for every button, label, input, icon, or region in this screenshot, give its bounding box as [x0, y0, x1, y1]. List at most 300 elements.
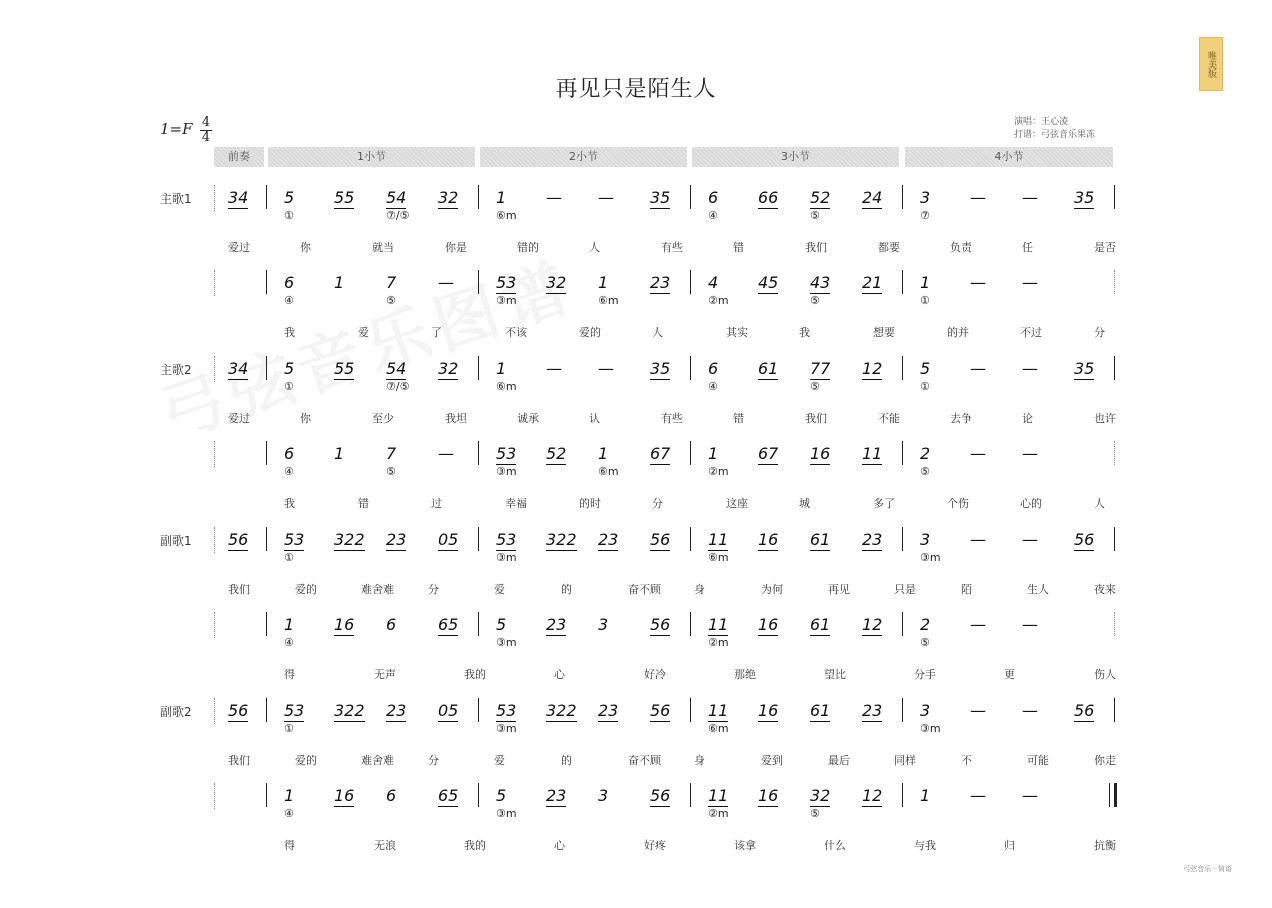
lyric-syllable: 爱的 [295, 754, 317, 767]
lyric-syllable: 身 [694, 583, 705, 596]
lyric-syllable: 难舍难 [361, 754, 394, 767]
lyric-syllable: 更 [1004, 668, 1015, 681]
note: 61 [758, 359, 779, 378]
note: 21 [862, 273, 883, 292]
lyric-syllable: 最后 [828, 754, 850, 767]
chord-symbol: ① [920, 380, 930, 393]
lyric-syllable: 我们 [805, 241, 827, 254]
barline [690, 270, 691, 294]
lyric-syllable: 得 [284, 839, 295, 852]
chord-symbol: ④ [708, 380, 718, 393]
note: 5 [496, 786, 507, 805]
note: 52 [810, 188, 831, 207]
lyric-syllable: 我 [284, 326, 295, 339]
note: 23 [546, 786, 567, 805]
note: 56 [650, 701, 671, 720]
edition-badge: 唯美版 [1199, 37, 1223, 91]
chord-symbol: ③m [496, 294, 517, 307]
note: 65 [438, 786, 459, 805]
lyric-syllable: 错的 [517, 241, 539, 254]
barline [690, 441, 691, 465]
note: 35 [650, 359, 671, 378]
barline [1109, 783, 1110, 807]
lyric-syllable: 了 [431, 326, 442, 339]
note: 43 [810, 273, 831, 292]
note: 3 [598, 786, 609, 805]
barline [902, 356, 903, 380]
time-denominator: 4 [201, 130, 211, 145]
lyric-syllable: 心的 [1020, 497, 1042, 510]
lyric-syllable: 幸福 [505, 497, 527, 510]
lyric-syllable: 爱 [494, 583, 505, 596]
chord-symbol: ⑤ [920, 465, 930, 478]
chord-symbol: ②m [708, 294, 729, 307]
note: 16 [810, 444, 831, 463]
lyric-syllable: 无浪 [374, 839, 396, 852]
pickup-note: 34 [228, 188, 249, 207]
barline [266, 783, 267, 807]
sustain-dash: — [546, 188, 562, 207]
chord-symbol: ③m [496, 465, 517, 478]
note: 32 [438, 359, 459, 378]
lyric-syllable: 身 [694, 754, 705, 767]
barline [478, 783, 479, 807]
sustain-dash: — [1022, 530, 1038, 549]
ribbon-bar-1: 1小节 [268, 147, 475, 167]
barline [1114, 698, 1115, 722]
note: 11 [708, 530, 729, 549]
lyric-syllable: 错 [733, 241, 744, 254]
note: 23 [546, 615, 567, 634]
lyric-syllable: 有些 [661, 412, 683, 425]
note: 23 [386, 530, 407, 549]
lyric-syllable: 就当 [372, 241, 394, 254]
ribbon-bar-3: 3小节 [692, 147, 899, 167]
ribbon-bar-2: 2小节 [480, 147, 687, 167]
lyric-syllable: 分 [1094, 326, 1105, 339]
note: 1 [920, 273, 931, 292]
chord-symbol: ④ [284, 807, 294, 820]
lyric-syllable: 爱的 [295, 583, 317, 596]
barline [266, 527, 267, 551]
note: 12 [862, 786, 883, 805]
note: 6 [386, 615, 397, 634]
lyric-syllable: 我们 [805, 412, 827, 425]
note: 5 [496, 615, 507, 634]
note: 1 [284, 786, 295, 805]
note: 23 [862, 701, 883, 720]
lyric-syllable: 陌 [961, 583, 972, 596]
sustain-dash: — [970, 701, 986, 720]
barline [902, 527, 903, 551]
note: 16 [334, 615, 355, 634]
chord-symbol: ⑤ [810, 294, 820, 307]
lyric-syllable: 城 [799, 497, 810, 510]
barline [1114, 441, 1116, 465]
chord-symbol: ⑥m [708, 551, 729, 564]
chord-symbol: ⑥m [598, 294, 619, 307]
lyric-syllable: 都要 [878, 241, 900, 254]
chord-symbol: ⑦/⑤ [386, 209, 410, 222]
barline [266, 270, 267, 294]
lyric-syllable: 为何 [761, 583, 783, 596]
note: 66 [758, 188, 779, 207]
barline [690, 698, 691, 722]
barline [214, 185, 216, 211]
note: 67 [758, 444, 779, 463]
barline [478, 612, 479, 636]
note: 53 [496, 273, 517, 292]
note: 65 [438, 615, 459, 634]
credit-singer: 演唱：王心凌 [1014, 117, 1069, 127]
note: 56 [650, 786, 671, 805]
note: 322 [334, 530, 365, 549]
lyric-syllable: 分 [428, 754, 439, 767]
lyric-syllable: 分 [428, 583, 439, 596]
note: 5 [920, 359, 931, 378]
barline [902, 270, 903, 294]
lyric-syllable: 爱过 [228, 241, 250, 254]
note: 53 [284, 530, 305, 549]
lyric-syllable: 我的 [464, 668, 486, 681]
note: 54 [386, 359, 407, 378]
lyric-syllable: 爱 [494, 754, 505, 767]
note: 1 [334, 273, 345, 292]
lyric-syllable: 分 [652, 497, 663, 510]
note: 56 [650, 615, 671, 634]
note: 1 [598, 273, 609, 292]
lyric-syllable: 你 [300, 412, 311, 425]
note: 23 [598, 530, 619, 549]
lyric-syllable: 心 [554, 839, 565, 852]
lyric-syllable: 想要 [873, 326, 895, 339]
lyric-syllable: 论 [1022, 412, 1033, 425]
sustain-dash: — [970, 273, 986, 292]
chord-symbol: ③m [920, 551, 941, 564]
note: 23 [862, 530, 883, 549]
credits [1014, 116, 1095, 142]
note: 11 [708, 786, 729, 805]
note: 32 [438, 188, 459, 207]
barline [266, 612, 267, 636]
sustain-dash: — [1022, 701, 1038, 720]
chord-symbol: ⑤ [386, 465, 396, 478]
note: 67 [650, 444, 671, 463]
chord-symbol: ⑤ [810, 380, 820, 393]
lyric-syllable: 不过 [1020, 326, 1042, 339]
chord-symbol: ③m [496, 551, 517, 564]
lyric-syllable: 我 [799, 326, 810, 339]
lyric-syllable: 爱过 [228, 412, 250, 425]
note: 3 [920, 530, 931, 549]
note: 3 [920, 188, 931, 207]
note: 12 [862, 359, 883, 378]
sustain-dash: — [1022, 273, 1038, 292]
barline [478, 698, 479, 722]
barline [690, 527, 691, 551]
lyric-syllable: 我们 [228, 754, 250, 767]
lyric-syllable: 好疼 [644, 839, 666, 852]
barline [1114, 185, 1115, 209]
note: 6 [284, 273, 295, 292]
barline [902, 698, 903, 722]
note: 35 [650, 188, 671, 207]
lyric-syllable: 你走 [1094, 754, 1116, 767]
barline [1114, 612, 1116, 636]
sustain-dash: — [970, 786, 986, 805]
note: 32 [810, 786, 831, 805]
note: 6 [708, 188, 719, 207]
pickup-note: 56 [228, 530, 249, 549]
chord-symbol: ⑦ [920, 209, 930, 222]
note: 56 [1074, 701, 1095, 720]
pickup-note: 56 [228, 701, 249, 720]
section-label: 主歌2 [160, 363, 192, 377]
sustain-dash: — [438, 273, 454, 292]
note: 3 [598, 615, 609, 634]
lyric-syllable: 望比 [824, 668, 846, 681]
note: 6 [386, 786, 397, 805]
note: 2 [920, 444, 931, 463]
barline [902, 612, 903, 636]
lyric-syllable: 你 [300, 241, 311, 254]
lyric-syllable: 任 [1022, 241, 1033, 254]
chord-symbol: ⑥m [496, 209, 517, 222]
sustain-dash: — [1022, 359, 1038, 378]
chord-symbol: ③m [496, 722, 517, 735]
chord-symbol: ⑥m [598, 465, 619, 478]
note: 1 [708, 444, 719, 463]
note: 7 [386, 444, 397, 463]
chord-symbol: ④ [708, 209, 718, 222]
lyric-syllable: 其实 [726, 326, 748, 339]
note: 11 [708, 701, 729, 720]
note: 16 [334, 786, 355, 805]
lyric-syllable: 与我 [914, 839, 936, 852]
sustain-dash: — [970, 359, 986, 378]
chord-symbol: ⑥m [708, 722, 729, 735]
lyric-syllable: 再见 [828, 583, 850, 596]
note: 1 [496, 188, 507, 207]
chord-symbol: ④ [284, 636, 294, 649]
lyric-syllable: 认 [589, 412, 600, 425]
lyric-syllable: 夜来 [1094, 583, 1116, 596]
note: 1 [496, 359, 507, 378]
chord-symbol: ⑤ [810, 807, 820, 820]
note: 61 [810, 615, 831, 634]
lyric-syllable: 我坦 [445, 412, 467, 425]
barline [478, 270, 479, 294]
lyric-syllable: 该拿 [734, 839, 756, 852]
barline [214, 783, 216, 809]
barline [214, 612, 216, 638]
barline [1114, 527, 1115, 551]
lyric-syllable: 诚承 [517, 412, 539, 425]
lyric-syllable: 是否 [1094, 241, 1116, 254]
barline [478, 527, 479, 551]
pickup-note: 34 [228, 359, 249, 378]
note: 16 [758, 701, 779, 720]
note: 55 [334, 359, 355, 378]
barline [266, 185, 267, 209]
lyric-syllable: 有些 [661, 241, 683, 254]
chord-symbol: ②m [708, 465, 729, 478]
note: 61 [810, 701, 831, 720]
chord-symbol: ① [284, 722, 294, 735]
note: 23 [650, 273, 671, 292]
note: 322 [546, 701, 577, 720]
lyric-syllable: 负责 [950, 241, 972, 254]
note: 35 [1074, 188, 1095, 207]
lyric-syllable: 奋不顾 [628, 754, 661, 767]
lyric-syllable: 错 [358, 497, 369, 510]
credit-arranger: 打谱：弓弦音乐果冻 [1014, 130, 1096, 140]
barline [214, 356, 216, 382]
lyric-syllable: 爱到 [761, 754, 783, 767]
lyric-syllable: 什么 [824, 839, 846, 852]
lyric-syllable: 我 [284, 497, 295, 510]
chord-symbol: ③m [920, 722, 941, 735]
sustain-dash: — [970, 615, 986, 634]
lyric-syllable: 爱的 [579, 326, 601, 339]
note: 56 [650, 530, 671, 549]
lyric-syllable: 好冷 [644, 668, 666, 681]
barline [1114, 356, 1115, 380]
note: 05 [438, 701, 459, 720]
sustain-dash: — [970, 530, 986, 549]
note: 45 [758, 273, 779, 292]
barline [214, 270, 216, 296]
note: 56 [1074, 530, 1095, 549]
sustain-dash: — [1022, 786, 1038, 805]
lyric-syllable: 同样 [894, 754, 916, 767]
barline [690, 185, 691, 209]
barline [266, 698, 267, 722]
sustain-dash: — [1022, 615, 1038, 634]
lyric-syllable: 我的 [464, 839, 486, 852]
section-label: 副歌2 [160, 705, 192, 719]
note: 55 [334, 188, 355, 207]
note: 3 [920, 701, 931, 720]
lyric-syllable: 奋不顾 [628, 583, 661, 596]
note: 4 [708, 273, 719, 292]
lyric-syllable: 的并 [947, 326, 969, 339]
lyric-syllable: 那绝 [734, 668, 756, 681]
barline [1114, 270, 1116, 294]
barline [214, 441, 216, 467]
note: 16 [758, 530, 779, 549]
lyric-syllable: 人 [1094, 497, 1105, 510]
lyric-syllable: 错 [733, 412, 744, 425]
note: 52 [546, 444, 567, 463]
chord-symbol: ① [920, 294, 930, 307]
lyric-syllable: 归 [1004, 839, 1015, 852]
barline [478, 441, 479, 465]
lyric-syllable: 只是 [894, 583, 916, 596]
lyric-syllable: 多了 [873, 497, 895, 510]
note: 11 [862, 444, 883, 463]
sustain-dash: — [1022, 444, 1038, 463]
note: 1 [334, 444, 345, 463]
barline [690, 783, 691, 807]
lyric-syllable: 不能 [878, 412, 900, 425]
lyric-syllable: 难舍难 [361, 583, 394, 596]
lyric-syllable: 人 [652, 326, 663, 339]
note: 32 [546, 273, 567, 292]
note: 53 [496, 530, 517, 549]
note: 1 [920, 786, 931, 805]
lyric-syllable: 伤人 [1094, 668, 1116, 681]
sustain-dash: — [970, 444, 986, 463]
section-label: 主歌1 [160, 192, 192, 206]
note: 23 [598, 701, 619, 720]
lyric-syllable: 抗衡 [1094, 839, 1116, 852]
lyric-syllable: 我们 [228, 583, 250, 596]
lyric-syllable: 这座 [726, 497, 748, 510]
lyric-syllable: 心 [554, 668, 565, 681]
note: 11 [708, 615, 729, 634]
barline [902, 185, 903, 209]
barline [266, 441, 267, 465]
note: 2 [920, 615, 931, 634]
barline [690, 612, 691, 636]
chord-symbol: ④ [284, 294, 294, 307]
barline [902, 441, 903, 465]
note: 1 [598, 444, 609, 463]
chord-symbol: ⑤ [920, 636, 930, 649]
chord-symbol: ②m [708, 636, 729, 649]
time-signature [200, 116, 212, 144]
barline [214, 698, 216, 724]
barline [1114, 783, 1117, 807]
lyric-syllable: 过 [431, 497, 442, 510]
chord-symbol: ⑦/⑤ [386, 380, 410, 393]
lyric-syllable: 的 [561, 583, 572, 596]
chord-symbol: ① [284, 551, 294, 564]
song-title: 再见只是陌生人 [555, 77, 717, 102]
note: 322 [546, 530, 577, 549]
note: 16 [758, 786, 779, 805]
chord-symbol: ③m [496, 807, 517, 820]
sustain-dash: — [1022, 188, 1038, 207]
note: 61 [810, 530, 831, 549]
note: 54 [386, 188, 407, 207]
barline [478, 185, 479, 209]
note: 53 [496, 701, 517, 720]
chord-symbol: ②m [708, 807, 729, 820]
ribbon-intro: 前奏 [214, 147, 264, 167]
note: 12 [862, 615, 883, 634]
chord-symbol: ④ [284, 465, 294, 478]
note: 24 [862, 188, 883, 207]
note: 6 [284, 444, 295, 463]
chord-symbol: ① [284, 209, 294, 222]
note: 7 [386, 273, 397, 292]
lyric-syllable: 去争 [950, 412, 972, 425]
note: 53 [496, 444, 517, 463]
lyric-syllable: 你是 [445, 241, 467, 254]
chord-symbol: ③m [496, 636, 517, 649]
lyric-syllable: 也许 [1094, 412, 1116, 425]
barline [902, 783, 903, 807]
lyric-syllable: 的 [561, 754, 572, 767]
sustain-dash: — [598, 359, 614, 378]
barline [266, 356, 267, 380]
lyric-syllable: 得 [284, 668, 295, 681]
chord-symbol: ⑥m [496, 380, 517, 393]
time-numerator: 4 [201, 115, 211, 130]
note: 05 [438, 530, 459, 549]
